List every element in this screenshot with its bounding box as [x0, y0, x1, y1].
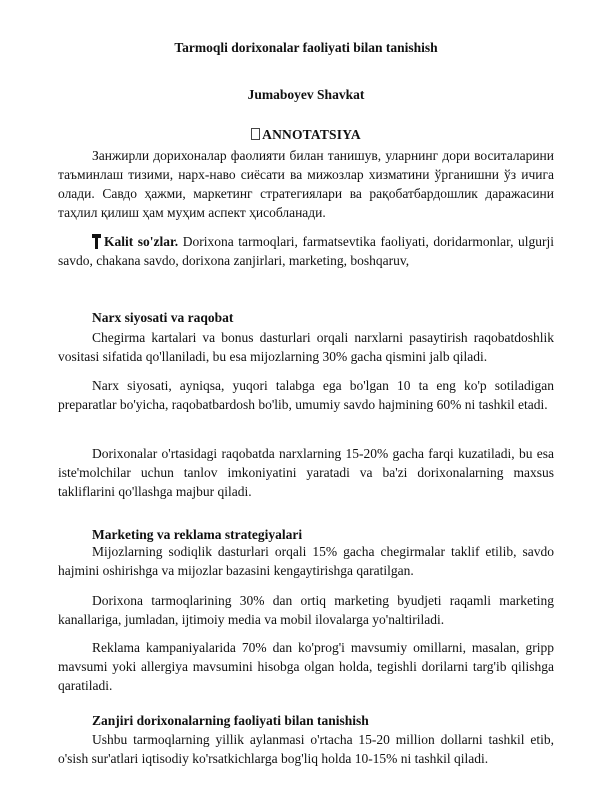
placeholder-box-icon	[251, 128, 260, 140]
author-name: Jumaboyev Shavkat	[247, 87, 365, 102]
keywords-text: Dorixona tarmoqlari, farmatsevtika faoliyati, doridarmonlar, ulgurji savdo, chakana savdo, dorixona zanjirlari, marketing, boshqaruv,	[58, 234, 555, 268]
section-paragraph: Chegirma kartalari va bonus dasturlari orqali narxlarni pasaytirish raqobatdoshlik vositasi sifatida qo'llaniladi, bu esa mijozlarning 30% gacha qismini jalb qiladi.	[58, 330, 554, 364]
keywords-paragraph	[58, 232, 554, 270]
keywords-label: Kalit so'zlar.	[104, 234, 179, 249]
section-paragraph: Dorixona tarmoqlarining 30% dan ortiq marketing byudjeti raqamli marketing kanallariga, jumladan, ijtimoiy media va mobil ilovalarga yo'naltiriladi.	[58, 593, 554, 627]
annotation-heading	[58, 127, 554, 143]
section-paragraph: Mijozlarning sodiqlik dasturlari orqali 15% gacha chegirmalar taklif etilib, savdo hajmini oshirishga va mijozlar bazasini kengaytirishga qaratilgan.	[58, 544, 554, 578]
annotation-text: Занжирли дорихоналар фаолияти билан танишув, уларнинг дори воситаларини таъминлаш тизими, нарх-наво сиёсати ва мижозлар хизматини ўрганишни ўз ичига олади. Савдо ҳажми, маркетинг стратегиялари ва рақобатбардошлик даражасини таҳлил қилиш ҳам муҳим аспект ҳисобланади.	[58, 148, 554, 220]
section-paragraph: Dorixonalar o'rtasidagi raqobatda narxlarning 15-20% gacha farqi kuzatiladi, bu esa iste'molchilar uchun tanlov imkoniyatini yaratadi va ba'zi dorixonalarning maxsus takliflarini qo'llashga majbur qiladi.	[58, 446, 554, 499]
section-paragraph: Reklama kampaniyalarida 70% dan ko'prog'i mavsumiy omillarni, masalan, gripp mavsumi yoki allergiya mavsumini hisobga olgan holda, tegishli dorilarni targ'ib qilishga qaratiladi.	[58, 640, 554, 693]
section-heading: Marketing va reklama strategiyalari	[92, 527, 303, 542]
pin-icon	[92, 234, 101, 249]
section-heading: Narx siyosati va raqobat	[92, 310, 234, 325]
document-title: Tarmoqli dorixonalar faoliyati bilan tanishish	[174, 40, 438, 55]
section-paragraph: Narx siyosati, ayniqsa, yuqori talabga ega bo'lgan 10 ta eng ko'p sotiladigan preparatlar bo'yicha, raqobatbardosh bo'lib, umumiy savdo hajmining 60% ni tashkil etadi.	[58, 378, 554, 412]
section-paragraph: Ushbu tarmoqlarning yillik aylanmasi o'rtacha 15-20 million dollarni tashkil etib, o'sish sur'atlari iqtisodiy ko'rsatkichlarga bog'liq holda 10-15% ni tashkil qiladi.	[58, 732, 554, 766]
annotation-heading-label: ANNOTATSIYA	[262, 127, 361, 142]
section-heading: Zanjiri dorixonalarning faoliyati bilan tanishish	[92, 713, 369, 728]
